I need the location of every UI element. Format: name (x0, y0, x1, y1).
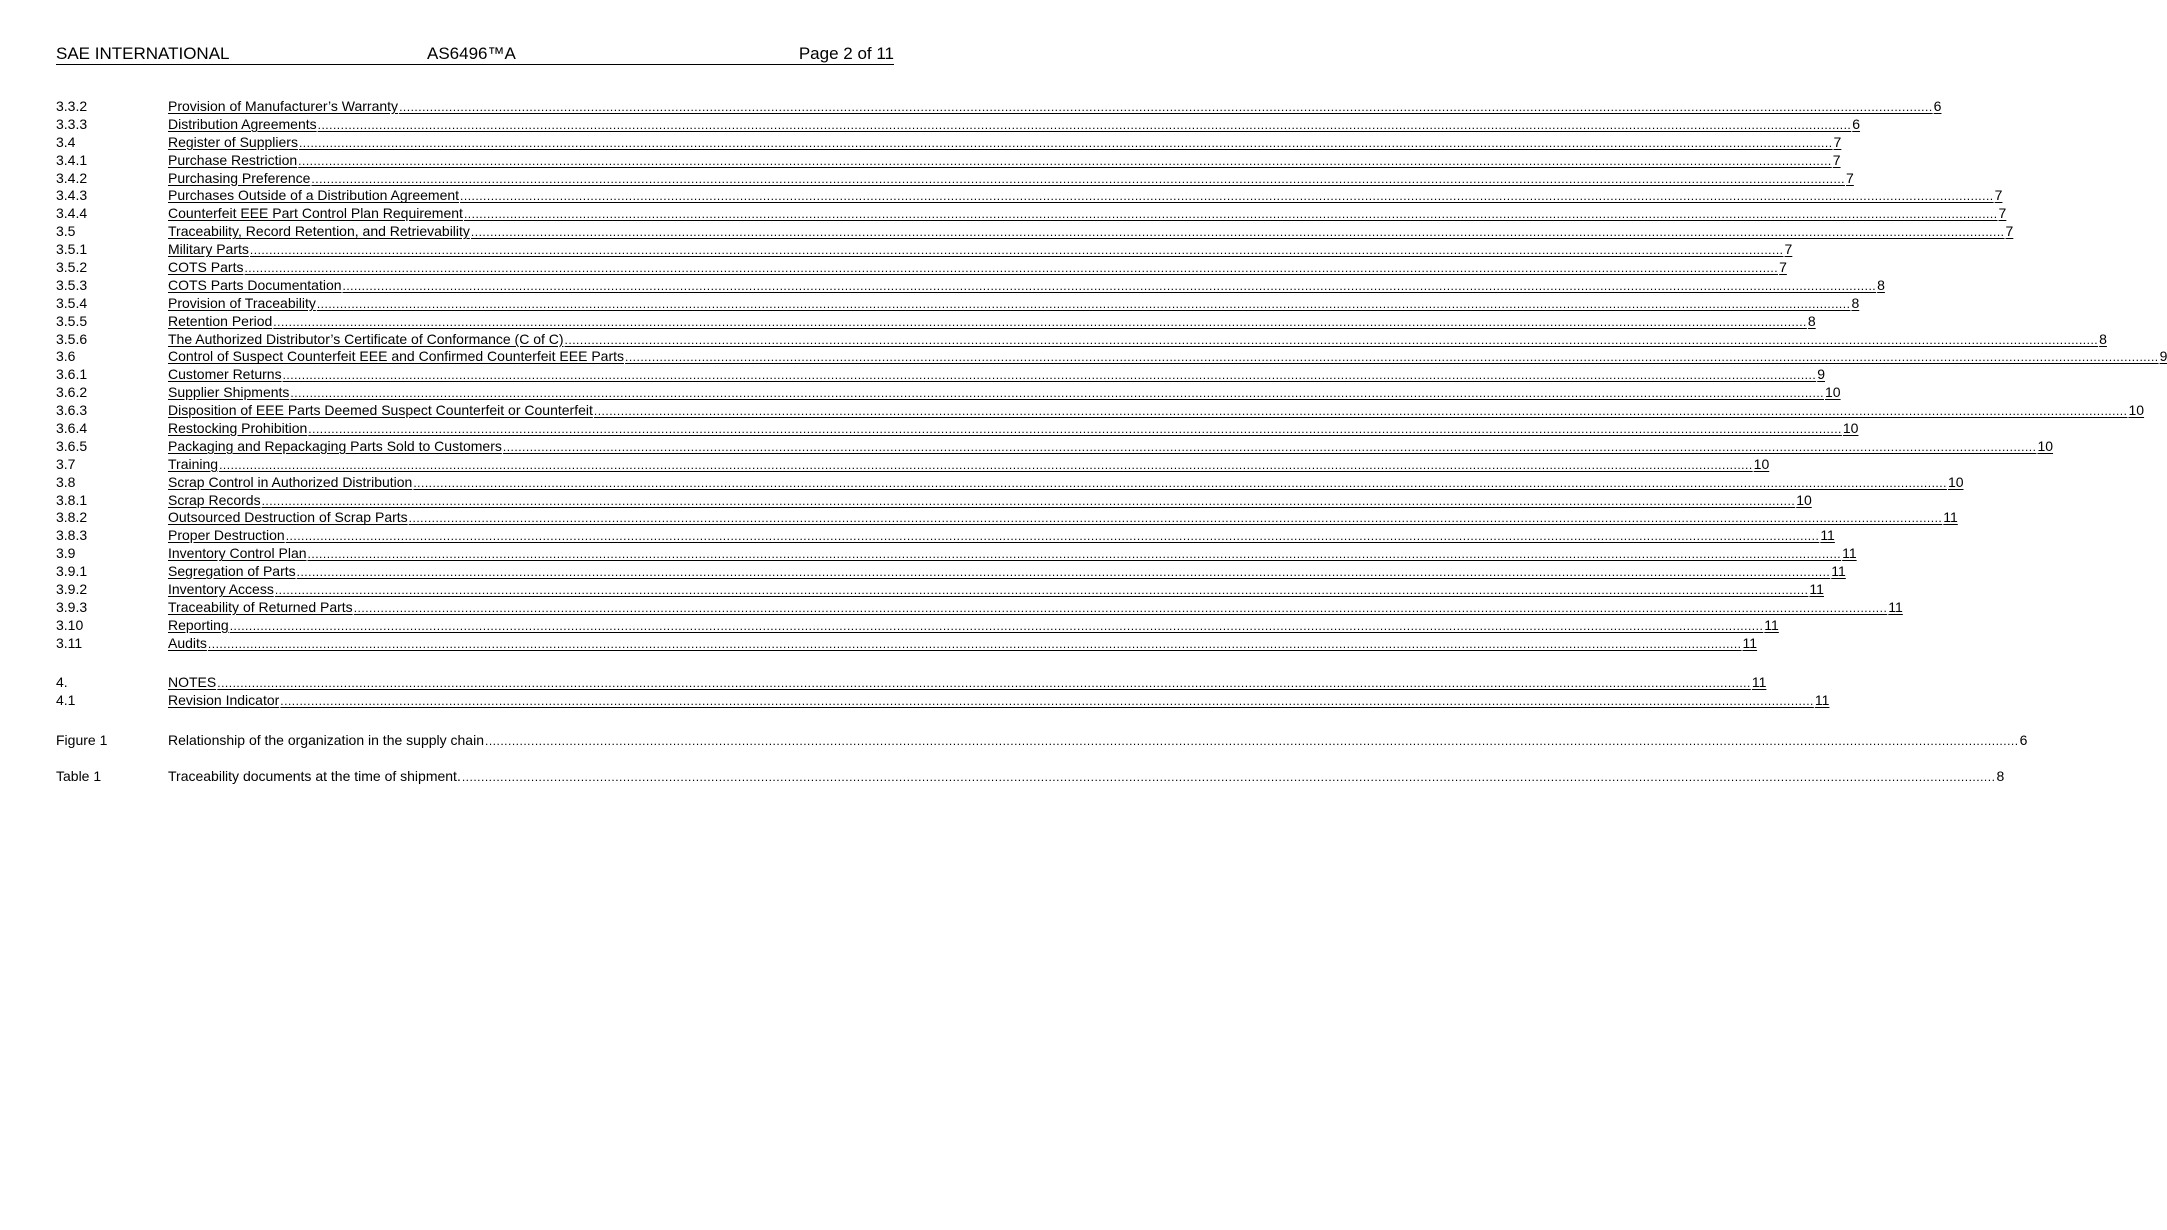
toc-entry-number: 3.4.3 (56, 187, 88, 204)
toc-entry-link[interactable] (168, 474, 1964, 493)
toc-entry-link[interactable] (168, 527, 1835, 546)
toc-dot-leader: ................................................................................................................................................................................................................................................................................................................................................................................................................ (273, 314, 1807, 329)
toc-entry[interactable] (56, 437, 2054, 456)
toc-dot-leader: ................................................................................................................................................................................................................................................................................................................................................................................................................ (280, 693, 1814, 708)
toc-dot-leader: ................................................................................................................................................................................................................................................................................................................................................................................................................ (296, 565, 1831, 580)
toc-entry-page: 9 (1817, 366, 1825, 383)
toc-entry[interactable] (56, 384, 1841, 402)
toc-entry-page: 7 (1779, 259, 1787, 276)
toc-entry-page: 10 (1753, 455, 1770, 472)
toc-entry-title: Inventory Access (168, 581, 274, 598)
toc-entry-page: 10 (2037, 437, 2054, 454)
toc-entry-number: 3.5.6 (56, 330, 88, 347)
toc-entry-number: 3.9.2 (56, 581, 88, 598)
toc-entry-link[interactable] (168, 170, 1854, 189)
toc-entry[interactable] (56, 241, 1793, 259)
toc-entry[interactable] (56, 223, 2014, 241)
toc-entry-title: Segregation of Parts (168, 563, 296, 580)
toc-entry[interactable] (56, 169, 1854, 188)
toc-entry-link[interactable] (168, 295, 1859, 314)
toc-entry-number: 3.10 (56, 616, 84, 633)
toc-entry-link[interactable] (168, 692, 1829, 711)
toc-entry-page: 11 (1809, 581, 1824, 598)
toc-entry-link[interactable] (168, 768, 2004, 787)
toc-entry[interactable] (56, 616, 1779, 635)
toc-entry[interactable] (56, 133, 1842, 152)
header-doc-id: AS6496™A (427, 44, 516, 63)
toc-entry-page: 8 (2099, 330, 2107, 347)
toc-entry-page: 11 (1742, 634, 1758, 651)
toc-dot-leader: ................................................................................................................................................................................................................................................................................................................................................................................................................ (282, 368, 1817, 383)
toc-dot-leader: ................................................................................................................................................................................................................................................................................................................................................................................................................ (249, 243, 1784, 258)
toc-dot-leader: ................................................................................................................................................................................................................................................................................................................................................................................................................ (470, 225, 2005, 240)
toc-entry-title: COTS Parts Documentation (168, 276, 342, 293)
toc-entry-number: 3.6.4 (56, 420, 88, 437)
toc-dot-leader: ................................................................................................................................................................................................................................................................................................................................................................................................................ (399, 100, 1933, 114)
toc-entry-number: 3.9 (56, 545, 76, 562)
toc-entry-number: 3.6.3 (56, 402, 88, 419)
toc-entry[interactable] (56, 420, 1859, 438)
toc-entry-number: Table 1 (56, 768, 102, 784)
toc-entry-title: Distribution Agreements (168, 115, 317, 132)
toc-entry-page: 9 (2159, 348, 2167, 365)
toc-dot-leader: ................................................................................................................................................................................................................................................................................................................................................................................................................ (502, 439, 2037, 454)
toc-entry-link[interactable] (168, 563, 1846, 582)
toc-entry[interactable] (56, 634, 1758, 653)
toc-entry-title: Supplier Shipments (168, 384, 290, 401)
toc-entry-link[interactable] (168, 732, 2027, 751)
toc-entry-page: 7 (1833, 133, 1842, 150)
toc-dot-leader: ................................................................................................................................................................................................................................................................................................................................................................................................................ (285, 529, 1820, 544)
toc-notes-section (56, 674, 1830, 710)
toc-entry-title: Purchasing Preference (168, 169, 311, 186)
toc-entry-page: 7 (1832, 151, 1841, 168)
toc-entry[interactable] (56, 366, 1825, 384)
toc-entry[interactable] (56, 491, 1812, 510)
toc-entry-page: 11 (1842, 545, 1857, 562)
toc-entry[interactable] (56, 187, 2003, 205)
toc-entry-page: 6 (1852, 115, 1861, 132)
toc-entry-title: Reporting (168, 616, 229, 633)
toc-dot-leader: ................................................................................................................................................................................................................................................................................................................................................................................................................ (274, 583, 1809, 598)
toc-entry-page: 10 (1947, 473, 1964, 490)
page-header (56, 44, 894, 65)
toc-entry-link[interactable] (168, 348, 2167, 367)
toc-entry[interactable] (56, 527, 1835, 545)
toc-entry-number: 3.5.4 (56, 294, 88, 311)
header-page-number: Page 2 of 11 (798, 44, 894, 63)
toc-dot-leader: ................................................................................................................................................................................................................................................................................................................................................................................................................ (593, 404, 2128, 419)
toc-dot-leader: ................................................................................................................................................................................................................................................................................................................................................................................................................ (217, 676, 1751, 690)
toc-entry-title: Provision of Traceability (168, 294, 316, 311)
toc-entry-page: 6 (2019, 732, 2028, 748)
toc-entry-page: 11 (1820, 527, 1835, 544)
toc-entry-number: 3.5 (56, 223, 76, 240)
toc-entry-page: 8 (1877, 276, 1885, 293)
list-of-tables (56, 768, 2005, 786)
toc-entry-number: 3.6.2 (56, 384, 88, 401)
toc-entry-title: Proper Destruction (168, 527, 285, 544)
toc-entry-link[interactable] (168, 599, 1903, 618)
toc-entry[interactable] (56, 455, 1770, 474)
toc-entry-number: 3.5.2 (56, 259, 88, 276)
toc-entry-title: Disposition of EEE Parts Deemed Suspect Counterfeit or Counterfeit (168, 402, 593, 419)
toc-entry-page: 7 (1998, 205, 2007, 222)
toc-entry-page: 10 (1825, 384, 1841, 401)
toc-entry-title: The Authorized Distributor’s Certificate of Conformance (C of C) (168, 330, 564, 347)
toc-entry-number: 3.6.1 (56, 366, 88, 383)
toc-entry-title: Purchase Restriction (168, 151, 298, 168)
toc-entry-page: 10 (1796, 491, 1812, 508)
toc-entry[interactable] (56, 402, 2145, 420)
toc-dot-leader: ................................................................................................................................................................................................................................................................................................................................................................................................................ (564, 332, 2099, 347)
toc-entry-title: Restocking Prohibition (168, 420, 308, 437)
toc-entry-page: 11 (1814, 691, 1830, 708)
toc-entry-title: Retention Period (168, 312, 273, 329)
toc-dot-leader: ................................................................................................................................................................................................................................................................................................................................................................................................................ (207, 636, 1742, 651)
toc-entry-title: Revision Indicator (168, 691, 280, 708)
toc-entry[interactable] (56, 294, 1860, 313)
toc-entry-link[interactable] (168, 223, 2013, 242)
toc-dot-leader: ................................................................................................................................................................................................................................................................................................................................................................................................................ (298, 135, 1833, 150)
toc-entry[interactable] (56, 598, 1903, 617)
toc-entry-link[interactable] (168, 581, 1824, 600)
toc-entry-number: 3.8 (56, 473, 76, 490)
toc-entry-link[interactable] (168, 635, 1757, 654)
toc-entry-number: 4. (56, 674, 68, 690)
toc-entry-number: 3.5.1 (56, 241, 88, 258)
toc-entry-title: Register of Suppliers (168, 133, 298, 150)
toc-dot-leader: ................................................................................................................................................................................................................................................................................................................................................................................................................ (408, 511, 1943, 526)
toc-entry[interactable] (56, 768, 2005, 786)
table-of-contents (56, 98, 2167, 653)
toc-entry-number: 3.9.3 (56, 598, 88, 615)
toc-entry[interactable] (56, 115, 1861, 134)
toc-dot-leader: ................................................................................................................................................................................................................................................................................................................................................................................................................ (311, 171, 1846, 186)
toc-entry-page: 10 (1842, 420, 1859, 437)
toc-entry-page: 7 (1994, 187, 2003, 204)
toc-entry-number: 3.8.3 (56, 527, 88, 544)
toc-entry-number: 3.7 (56, 455, 76, 472)
toc-entry[interactable] (56, 473, 1964, 492)
toc-entry-number: 3.8.1 (56, 491, 88, 508)
toc-entry-page: 11 (1751, 674, 1767, 690)
toc-entry-title: Control of Suspect Counterfeit EEE and Confirmed Counterfeit EEE Parts (168, 348, 625, 365)
toc-entry[interactable] (56, 691, 1830, 710)
toc-dot-leader: ................................................................................................................................................................................................................................................................................................................................................................................................................ (298, 153, 1832, 168)
toc-entry-link[interactable] (168, 438, 2053, 457)
toc-entry[interactable] (56, 545, 1857, 563)
toc-entry-link[interactable] (168, 98, 1941, 117)
list-of-figures (56, 732, 2028, 750)
toc-dot-leader: ................................................................................................................................................................................................................................................................................................................................................................................................................ (244, 261, 1779, 276)
toc-entry[interactable] (56, 312, 1816, 331)
toc-dot-leader: ................................................................................................................................................................................................................................................................................................................................................................................................................ (317, 117, 1852, 132)
toc-entry-number: 3.8.2 (56, 509, 88, 526)
toc-entry-title: Scrap Control in Authorized Distribution (168, 473, 413, 490)
toc-entry[interactable] (56, 151, 1841, 170)
toc-entry-page: 8 (1807, 312, 1816, 329)
toc-entry-number: 3.6.5 (56, 437, 88, 454)
toc-entry-link[interactable] (168, 509, 1958, 528)
toc-entry-page: 11 (1888, 598, 1903, 615)
toc-dot-leader: ................................................................................................................................................................................................................................................................................................................................................................................................................ (261, 493, 1796, 508)
toc-entry-title: NOTES (168, 674, 217, 690)
toc-entry[interactable] (56, 732, 2028, 750)
toc-entry[interactable] (56, 205, 2007, 223)
toc-entry-page: 8 (1851, 294, 1860, 311)
toc-dot-leader: ................................................................................................................................................................................................................................................................................................................................................................................................................ (229, 618, 1764, 633)
toc-dot-leader: ................................................................................................................................................................................................................................................................................................................................................................................................................ (463, 207, 1998, 222)
toc-entry-title: Provision of Manufacturer’s Warranty (168, 98, 399, 114)
toc-entry-link[interactable] (168, 277, 1885, 296)
toc-dot-leader: ................................................................................................................................................................................................................................................................................................................................................................................................................ (625, 350, 2159, 365)
toc-dot-leader: ................................................................................................................................................................................................................................................................................................................................................................................................................ (342, 278, 1877, 293)
toc-entry-link[interactable] (168, 205, 2006, 224)
toc-entry[interactable] (56, 330, 2107, 349)
toc-entry-page: 6 (1933, 98, 1942, 114)
toc-entry-page: 7 (1846, 169, 1854, 186)
toc-entry-number: 4.1 (56, 691, 76, 708)
toc-entry-page: 8 (1996, 768, 2005, 784)
toc-entry[interactable] (56, 276, 1885, 295)
toc-dot-leader: ................................................................................................................................................................................................................................................................................................................................................................................................................ (353, 600, 1888, 615)
toc-entry-page: 7 (1784, 241, 1793, 258)
toc-entry-title: Traceability of Returned Parts (168, 598, 353, 615)
toc-entry-title: Traceability documents at the time of shipment. (168, 768, 461, 784)
toc-entry-link[interactable] (168, 331, 2107, 350)
toc-entry-number: Figure 1 (56, 732, 108, 748)
toc-entry-title: Inventory Control Plan (168, 545, 307, 562)
toc-entry-link[interactable] (168, 420, 1858, 439)
toc-entry[interactable] (56, 348, 2167, 366)
toc-dot-leader: ................................................................................................................................................................................................................................................................................................................................................................................................................ (413, 475, 1947, 490)
toc-dot-leader: ................................................................................................................................................................................................................................................................................................................................................................................................................ (316, 296, 1851, 311)
toc-dot-leader: ................................................................................................................................................................................................................................................................................................................................................................................................................ (461, 770, 1996, 784)
toc-dot-leader: ................................................................................................................................................................................................................................................................................................................................................................................................................ (460, 189, 1994, 204)
toc-entry-link[interactable] (168, 259, 1787, 278)
toc-entry-link[interactable] (168, 313, 1816, 332)
header-org: SAE INTERNATIONAL (56, 44, 230, 63)
toc-entry-title: Purchases Outside of a Distribution Agreement (168, 187, 460, 204)
toc-entry-link[interactable] (168, 152, 1841, 171)
toc-entry-number: 3.6 (56, 348, 76, 365)
toc-entry-number: 3.9.1 (56, 563, 88, 580)
toc-entry-title: Military Parts (168, 241, 249, 258)
toc-entry[interactable] (56, 674, 1767, 692)
toc-dot-leader: ................................................................................................................................................................................................................................................................................................................................................................................................................ (307, 547, 1842, 562)
toc-entry-link[interactable] (168, 187, 2002, 206)
toc-entry-title: Training (168, 455, 219, 472)
toc-entry-title: Customer Returns (168, 366, 282, 383)
toc-dot-leader: ................................................................................................................................................................................................................................................................................................................................................................................................................ (290, 386, 1824, 401)
toc-entry-page: 11 (1764, 616, 1779, 633)
toc-entry-link[interactable] (168, 492, 1812, 511)
toc-entry-title: Counterfeit EEE Part Control Plan Requirement (168, 205, 463, 222)
toc-entry-link[interactable] (168, 617, 1779, 636)
toc-entry[interactable] (56, 509, 1958, 527)
toc-entry-title: Relationship of the organization in the supply chain (168, 732, 484, 748)
toc-entry-link[interactable] (168, 241, 1792, 260)
toc-entry-link[interactable] (168, 384, 1841, 403)
toc-entry-number: 3.3.3 (56, 115, 88, 132)
toc-entry-number: 3.4.2 (56, 169, 88, 186)
toc-entry-link[interactable] (168, 134, 1841, 153)
toc-dot-leader: ................................................................................................................................................................................................................................................................................................................................................................................................................ (219, 457, 1753, 472)
toc-entry-number: 3.5.3 (56, 276, 88, 293)
toc-entry-link[interactable] (168, 366, 1825, 385)
toc-entry-number: 3.5.5 (56, 312, 88, 329)
toc-entry-title: Scrap Records (168, 491, 261, 508)
toc-dot-leader: ................................................................................................................................................................................................................................................................................................................................................................................................................ (484, 734, 2019, 748)
toc-entry[interactable] (56, 259, 1787, 277)
toc-entry[interactable] (56, 581, 1824, 599)
toc-entry[interactable] (56, 563, 1846, 581)
toc-entry-link[interactable] (168, 116, 1860, 135)
toc-entry[interactable] (56, 98, 1942, 116)
toc-entry-title: COTS Parts (168, 259, 244, 276)
toc-entry-title: Packaging and Repackaging Parts Sold to Customers (168, 437, 502, 454)
toc-entry-link[interactable] (168, 456, 1769, 475)
toc-entry-page: 11 (1943, 509, 1958, 526)
toc-entry-link[interactable] (168, 674, 1766, 693)
toc-dot-leader: ................................................................................................................................................................................................................................................................................................................................................................................................................ (308, 422, 1842, 437)
toc-entry-title: Audits (168, 634, 207, 651)
toc-entry-link[interactable] (168, 402, 2144, 421)
toc-entry-page: 11 (1831, 563, 1846, 580)
toc-entry-number: 3.11 (56, 634, 83, 651)
toc-entry-number: 3.4 (56, 133, 76, 150)
toc-entry-number: 3.4.1 (56, 151, 88, 168)
toc-entry-link[interactable] (168, 545, 1857, 564)
toc-entry-title: Traceability, Record Retention, and Retrievability (168, 223, 470, 240)
toc-entry-number: 3.4.4 (56, 205, 88, 222)
toc-entry-page: 10 (2128, 402, 2145, 419)
toc-entry-number: 3.3.2 (56, 98, 88, 114)
toc-entry-page: 7 (2005, 223, 2014, 240)
toc-entry-title: Outsourced Destruction of Scrap Parts (168, 509, 408, 526)
